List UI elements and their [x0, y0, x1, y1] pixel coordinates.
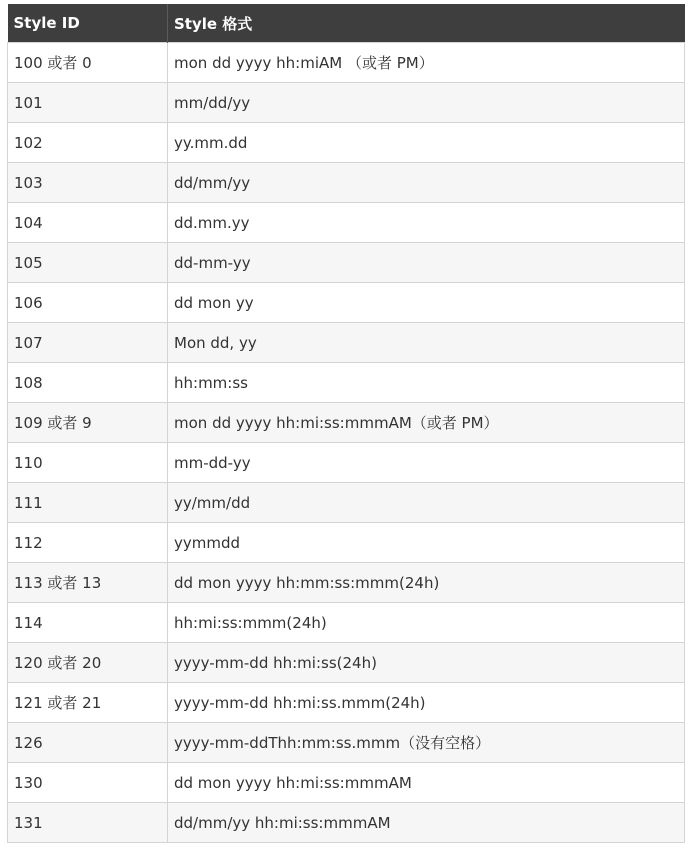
table-row: [8, 643, 685, 683]
style-id-cell: 114: [8, 603, 168, 643]
style-id-cell: 107: [8, 323, 168, 363]
style-format-cell: dd/mm/yy: [168, 163, 685, 203]
table-row: [8, 803, 685, 843]
style-format-cell: yy/mm/dd: [168, 483, 685, 523]
style-id-cell: 106: [8, 283, 168, 323]
header-style-id: Style ID: [8, 4, 168, 43]
style-format-cell: mm-dd-yy: [168, 443, 685, 483]
style-format-cell: yyyy-mm-dd hh:mi:ss(24h): [168, 643, 685, 683]
table-row: [8, 763, 685, 803]
style-id-cell: 111: [8, 483, 168, 523]
style-id-cell: 110: [8, 443, 168, 483]
style-format-cell: dd-mm-yy: [168, 243, 685, 283]
style-id-cell: 103: [8, 163, 168, 203]
style-format-cell: dd mon yy: [168, 283, 685, 323]
table-row: [8, 683, 685, 723]
table-row: [8, 123, 685, 163]
style-format-cell: mm/dd/yy: [168, 83, 685, 123]
table-row: [8, 723, 685, 763]
table-row: [8, 603, 685, 643]
table-row: [8, 363, 685, 403]
style-format-cell: dd.mm.yy: [168, 203, 685, 243]
style-format-cell: Mon dd, yy: [168, 323, 685, 363]
table-row: [8, 43, 685, 83]
style-id-cell: 131: [8, 803, 168, 843]
style-id-cell: 130: [8, 763, 168, 803]
style-id-cell: 113 或者 13: [8, 563, 168, 603]
style-format-cell: dd mon yyyy hh:mi:ss:mmmAM: [168, 763, 685, 803]
table-row: [8, 283, 685, 323]
style-format-cell: hh:mm:ss: [168, 363, 685, 403]
style-id-cell: 120 或者 20: [8, 643, 168, 683]
table-row: [8, 83, 685, 123]
style-id-cell: 102: [8, 123, 168, 163]
table-row: [8, 243, 685, 283]
style-format-cell: dd/mm/yy hh:mi:ss:mmmAM: [168, 803, 685, 843]
style-format-cell: hh:mi:ss:mmm(24h): [168, 603, 685, 643]
style-format-cell: mon dd yyyy hh:mi:ss:mmmAM（或者 PM）: [168, 403, 685, 443]
style-format-cell: yymmdd: [168, 523, 685, 563]
table-row: [8, 323, 685, 363]
style-format-cell: yyyy-mm-dd hh:mi:ss.mmm(24h): [168, 683, 685, 723]
header-row: [8, 4, 685, 43]
table-row: [8, 483, 685, 523]
table-header: [8, 4, 685, 43]
style-format-cell: mon dd yyyy hh:miAM （或者 PM）: [168, 43, 685, 83]
table-row: [8, 523, 685, 563]
table-row: [8, 403, 685, 443]
style-id-cell: 121 或者 21: [8, 683, 168, 723]
style-id-cell: 105: [8, 243, 168, 283]
style-id-cell: 112: [8, 523, 168, 563]
style-format-cell: yyyy-mm-ddThh:mm:ss.mmm（没有空格）: [168, 723, 685, 763]
table-row: [8, 203, 685, 243]
table-row: [8, 443, 685, 483]
table-row: [8, 563, 685, 603]
table-row: [8, 163, 685, 203]
style-id-cell: 100 或者 0: [8, 43, 168, 83]
header-style-format: Style 格式: [168, 4, 685, 43]
style-format-cell: dd mon yyyy hh:mm:ss:mmm(24h): [168, 563, 685, 603]
style-id-cell: 109 或者 9: [8, 403, 168, 443]
table-body: [8, 43, 685, 843]
style-id-cell: 101: [8, 83, 168, 123]
style-id-cell: 126: [8, 723, 168, 763]
style-format-table: [7, 4, 685, 843]
style-id-cell: 108: [8, 363, 168, 403]
style-format-cell: yy.mm.dd: [168, 123, 685, 163]
style-id-cell: 104: [8, 203, 168, 243]
